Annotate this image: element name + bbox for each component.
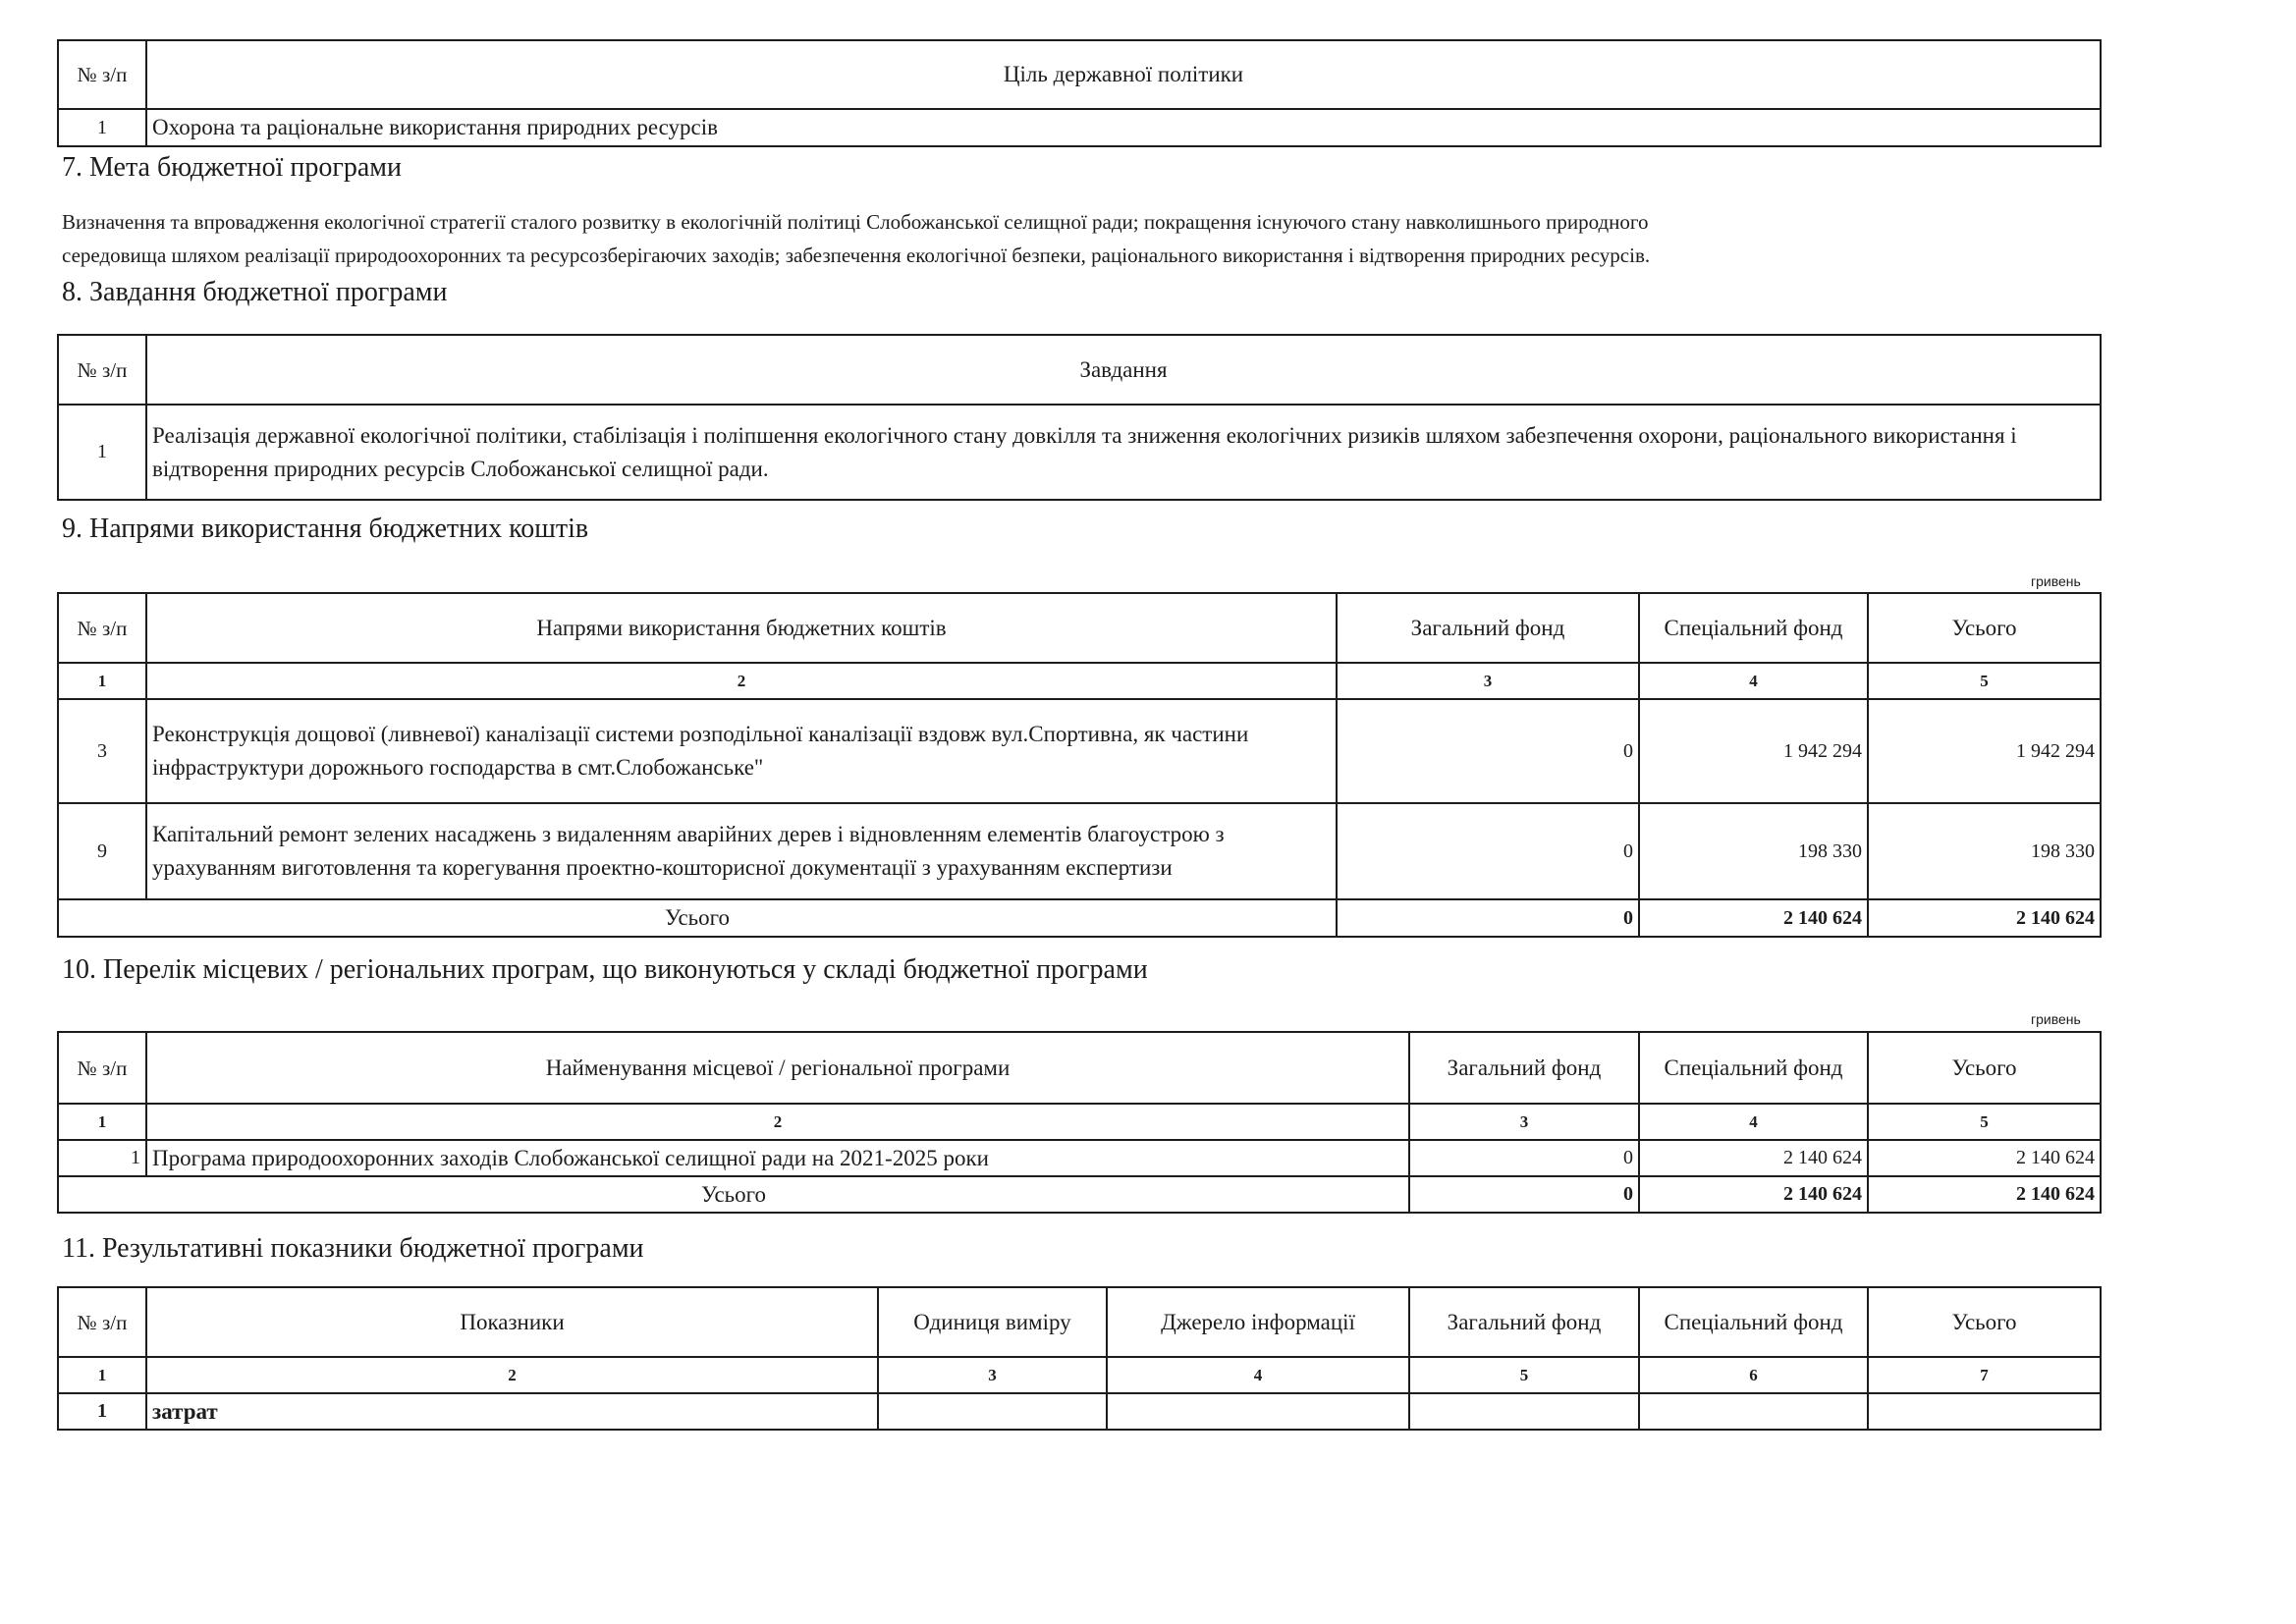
- col-header-task: Завдання: [146, 335, 2101, 405]
- col-header-general-fund: Загальний фонд: [1409, 1032, 1639, 1104]
- col-header-unit: Одиниця виміру: [878, 1287, 1107, 1357]
- table-header-row: [58, 1287, 2101, 1357]
- col-header-special-fund: Спеціальний фонд: [1639, 1287, 1868, 1357]
- table-row: [58, 109, 2101, 146]
- sum-row: [58, 1176, 2101, 1213]
- col-header-num: № з/п: [58, 1287, 146, 1357]
- empty-cell: [1107, 1393, 1409, 1430]
- table-header-row: [58, 40, 2101, 109]
- col-header-num: № з/п: [58, 40, 146, 109]
- column-index-row: [58, 1104, 2101, 1140]
- row-num: 9: [58, 803, 146, 899]
- special-fund-sum: 2 140 624: [1639, 1176, 1868, 1213]
- table-row: [58, 1140, 2101, 1176]
- sum-label: Усього: [58, 1176, 1409, 1213]
- table-header-row: [58, 1032, 2101, 1104]
- goal-text: Охорона та раціональне використання природних ресурсів: [146, 109, 2101, 146]
- table-row: [58, 803, 2101, 899]
- sum-row: [58, 899, 2101, 937]
- task-text: Реалізація державної екологічної політики, стабілізація і поліпшення екологічного стану довкілля та зниження екологічних ризиків шляхом забезпечення охорони, раціонального використання і відтворення природних ресурсів Слобожанської селищної ради.: [146, 405, 2101, 500]
- col-header-source: Джерело інформації: [1107, 1287, 1409, 1357]
- column-index: 4: [1639, 663, 1868, 699]
- row-num: 1: [58, 109, 146, 146]
- general-fund-sum: 0: [1409, 1176, 1639, 1213]
- column-index: 6: [1639, 1357, 1868, 1393]
- col-header-special-fund: Спеціальний фонд: [1639, 1032, 1868, 1104]
- performance-indicators-table: [57, 1286, 2102, 1431]
- row-num: 1: [58, 1140, 146, 1176]
- currency-unit-label: гривень: [2031, 573, 2081, 589]
- column-index-row: [58, 663, 2101, 699]
- row-num: 1: [58, 405, 146, 500]
- special-fund-value: 198 330: [1639, 803, 1868, 899]
- direction-text: Капітальний ремонт зелених насаджень з видаленням аварійних дерев і відновленням елементів благоустрою з урахуванням виготовлення та корегування проектно-кошторисної документації з урахуванням експертизи: [146, 803, 1337, 899]
- column-index: 2: [146, 1104, 1409, 1140]
- section-7-line-1: Визначення та впровадження екологічної стратегії сталого розвитку в екологічній політиці Слобожанської селищної ради; покращення існуючого стану навколишнього природного: [62, 210, 1649, 234]
- total-value: 198 330: [1868, 803, 2101, 899]
- direction-text: Реконструкція дощової (ливневої) каналізації системи розподільної каналізації вздовж вул.Спортивна, як частини інфраструктури дорожнього господарства в смт.Слобожанське": [146, 699, 1337, 803]
- column-index: 1: [58, 1357, 146, 1393]
- column-index-row: [58, 1357, 2101, 1393]
- currency-unit-label: гривень: [2031, 1011, 2081, 1027]
- col-header-general-fund: Загальний фонд: [1337, 593, 1639, 663]
- special-fund-sum: 2 140 624: [1639, 899, 1868, 937]
- table-header-row: [58, 593, 2101, 663]
- row-num: 1: [58, 1393, 146, 1430]
- section-7-title: 7. Мета бюджетної програми: [62, 152, 402, 183]
- special-fund-value: 1 942 294: [1639, 699, 1868, 803]
- section-8-title: 8. Завдання бюджетної програми: [62, 277, 448, 307]
- empty-cell: [1868, 1393, 2101, 1430]
- column-index: 2: [146, 663, 1337, 699]
- col-header-num: № з/п: [58, 335, 146, 405]
- section-10-title: 10. Перелік місцевих / регіональних програм, що виконуються у складі бюджетної програми: [62, 954, 1148, 985]
- column-index: 3: [1337, 663, 1639, 699]
- column-index: 1: [58, 1104, 146, 1140]
- column-index: 2: [146, 1357, 878, 1393]
- policy-goals-table: [57, 39, 2102, 147]
- total-value: 2 140 624: [1868, 1140, 2101, 1176]
- general-fund-value: 0: [1337, 803, 1639, 899]
- col-header-num: № з/п: [58, 1032, 146, 1104]
- general-fund-value: 0: [1337, 699, 1639, 803]
- column-index: 4: [1639, 1104, 1868, 1140]
- col-header-indicators: Показники: [146, 1287, 878, 1357]
- column-index: 7: [1868, 1357, 2101, 1393]
- indicator-group-label: затрат: [146, 1393, 878, 1430]
- program-name: Програма природоохоронних заходів Слобожанської селищної ради на 2021-2025 роки: [146, 1140, 1409, 1176]
- column-index: 4: [1107, 1357, 1409, 1393]
- col-header-total: Усього: [1868, 593, 2101, 663]
- col-header-total: Усього: [1868, 1287, 2101, 1357]
- col-header-num: № з/п: [58, 593, 146, 663]
- column-index: 3: [1409, 1104, 1639, 1140]
- column-index: 5: [1409, 1357, 1639, 1393]
- section-7-line-2: середовища шляхом реалізації природоохоронних та ресурсозберігаючих заходів; забезпечення екологічної безпеки, раціонального використання і відтворення природних ресурсів.: [62, 244, 1651, 267]
- col-header-direction: Напрями використання бюджетних коштів: [146, 593, 1337, 663]
- general-fund-sum: 0: [1337, 899, 1639, 937]
- column-index: 5: [1868, 1104, 2101, 1140]
- col-header-total: Усього: [1868, 1032, 2101, 1104]
- regional-programs-table: [57, 1031, 2102, 1214]
- table-row: [58, 1393, 2101, 1430]
- total-sum: 2 140 624: [1868, 899, 2101, 937]
- table-header-row: [58, 335, 2101, 405]
- budget-directions-table: [57, 592, 2102, 938]
- table-row: [58, 405, 2101, 500]
- col-header-program-name: Найменування місцевої / регіональної програми: [146, 1032, 1409, 1104]
- tasks-table: [57, 334, 2102, 501]
- column-index: 5: [1868, 663, 2101, 699]
- row-num: 3: [58, 699, 146, 803]
- section-7-text: [62, 205, 2036, 272]
- col-header-special-fund: Спеціальний фонд: [1639, 593, 1868, 663]
- empty-cell: [878, 1393, 1107, 1430]
- col-header-goal: Ціль державної політики: [146, 40, 2101, 109]
- empty-cell: [1409, 1393, 1639, 1430]
- empty-cell: [1639, 1393, 1868, 1430]
- special-fund-value: 2 140 624: [1639, 1140, 1868, 1176]
- table-row: [58, 699, 2101, 803]
- sum-label: Усього: [58, 899, 1337, 937]
- total-value: 1 942 294: [1868, 699, 2101, 803]
- column-index: 1: [58, 663, 146, 699]
- col-header-general-fund: Загальний фонд: [1409, 1287, 1639, 1357]
- column-index: 3: [878, 1357, 1107, 1393]
- general-fund-value: 0: [1409, 1140, 1639, 1176]
- section-9-title: 9. Напрями використання бюджетних коштів: [62, 514, 589, 544]
- section-11-title: 11. Результативні показники бюджетної програми: [62, 1233, 644, 1264]
- total-sum: 2 140 624: [1868, 1176, 2101, 1213]
